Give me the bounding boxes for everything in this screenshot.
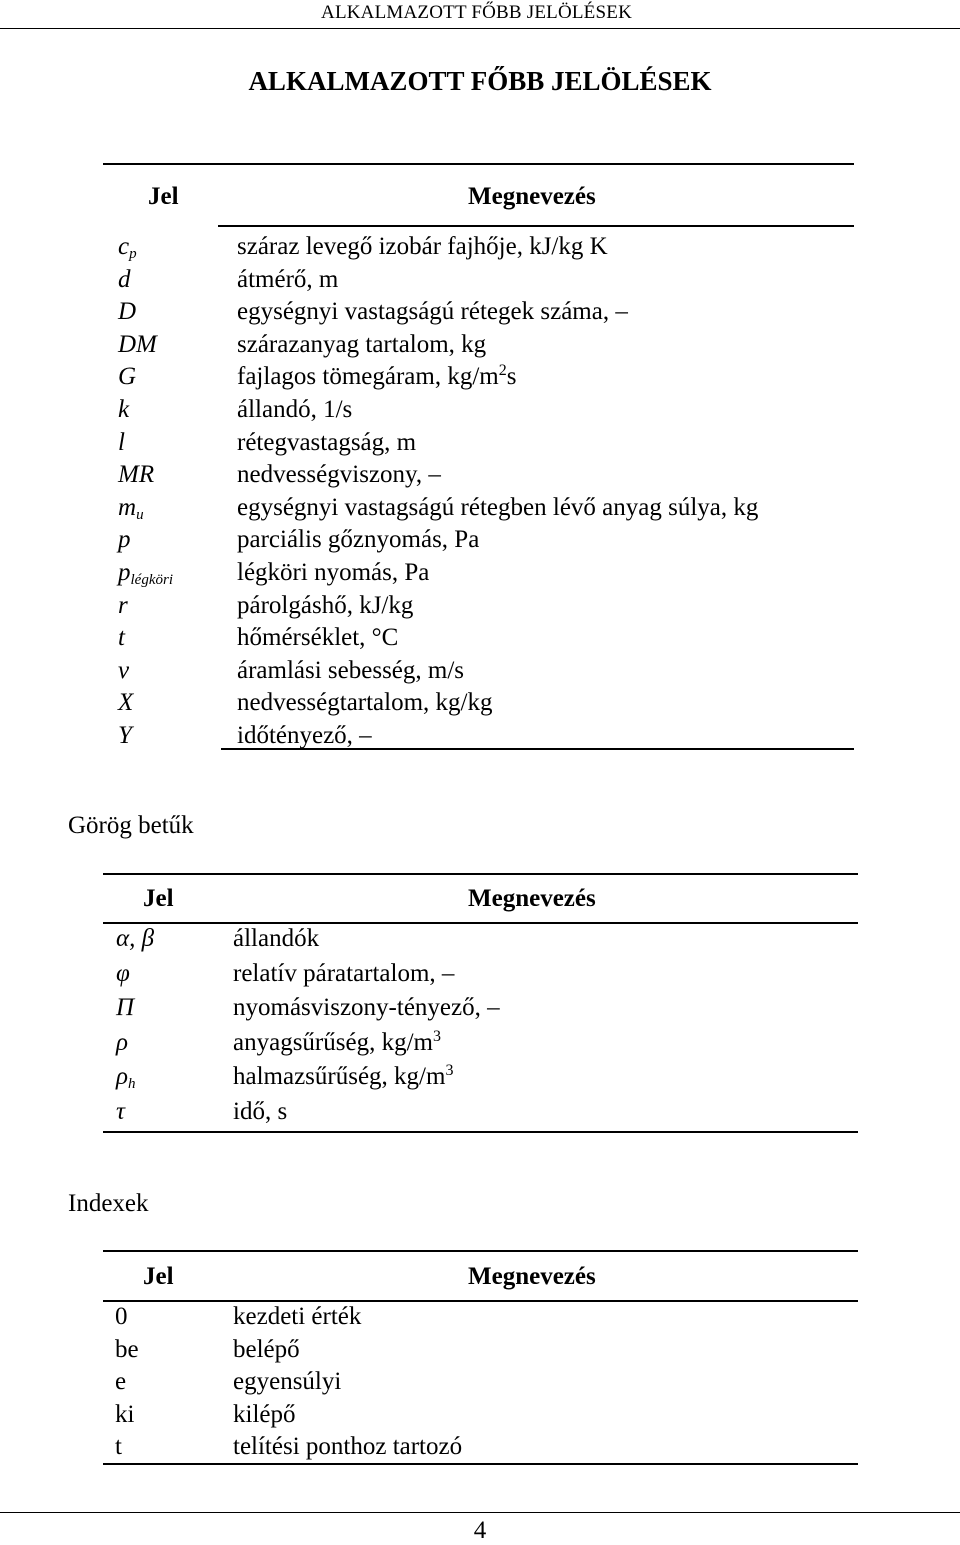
- symbol-text: k: [118, 396, 130, 423]
- description-cell: [233, 1029, 441, 1057]
- table-top-rule: [103, 163, 854, 165]
- description-text: szárazanyag tartalom, kg: [237, 330, 487, 358]
- symbol-cell: [118, 689, 133, 717]
- symbol-cell: [118, 722, 132, 750]
- description-text: egységnyi vastagságú rétegek száma, –: [237, 298, 628, 326]
- description-text: légköri nyomás, Pa: [237, 559, 430, 586]
- description-text: nedvességviszony, –: [237, 461, 441, 489]
- description-text: átmérő, m: [237, 265, 339, 293]
- description-cell: [233, 1098, 287, 1126]
- index-table: [103, 1250, 858, 1470]
- symbol-subscript: légköri: [130, 572, 173, 588]
- description-cell: [237, 559, 429, 587]
- symbol-text: Π: [116, 994, 135, 1021]
- symbol-text: DM: [118, 330, 157, 358]
- symbol-cell: [115, 1433, 122, 1461]
- symbol-cell: [118, 526, 131, 554]
- description-cell: [233, 1433, 462, 1461]
- description-cell: [233, 960, 454, 988]
- description-text: rétegvastagság, m: [237, 428, 417, 456]
- description-cell: [237, 592, 413, 620]
- symbol-cell: [118, 266, 131, 294]
- symbol-subscript: h: [128, 1076, 136, 1092]
- symbol-subscript: u: [136, 506, 144, 523]
- symbol-cell: [118, 429, 125, 457]
- symbol-cell: [115, 1368, 126, 1396]
- description-text: száraz levegő izobár fajhője, kJ/kg K: [237, 233, 608, 260]
- description-text: időtényező, –: [237, 722, 372, 749]
- description-cell: [233, 1368, 341, 1396]
- description-text: kilépő: [233, 1400, 296, 1428]
- symbol-text: G: [118, 363, 137, 391]
- symbol-text: MR: [118, 461, 155, 489]
- column-header-megnevezes: Megnevezés: [468, 1263, 596, 1290]
- description-text: telítési ponthoz tartozó: [233, 1433, 463, 1460]
- symbol-text: d: [118, 265, 131, 293]
- table-top-rule: [103, 873, 858, 875]
- description-text: párolgáshő, kJ/kg: [237, 591, 414, 619]
- symbol-cell: [118, 461, 154, 489]
- table-bottom-rule: [221, 748, 854, 750]
- footer-rule: [0, 1512, 960, 1513]
- description-text: idő, s: [233, 1097, 288, 1125]
- description-text: belépő: [233, 1335, 300, 1363]
- column-header-jel: Jel: [143, 885, 174, 912]
- symbol-text: p: [118, 526, 131, 554]
- symbol-cell: [116, 1029, 128, 1057]
- symbol-text: v: [118, 656, 130, 684]
- symbol-text: p: [118, 559, 131, 586]
- symbol-cell: [116, 925, 154, 953]
- description-cell: [237, 494, 758, 522]
- table-top-rule: [103, 1250, 858, 1252]
- description-text: fajlagos tömegáram, kg/m: [237, 363, 499, 391]
- description-text: hőmérséklet, °C: [237, 624, 399, 652]
- description-cell: [237, 331, 486, 359]
- symbol-cell: [115, 1303, 128, 1331]
- symbol-text: X: [118, 689, 134, 717]
- description-cell: [237, 396, 352, 424]
- description-text: egyensúlyi: [233, 1368, 342, 1395]
- greek-letters-heading: Görög betűk: [68, 812, 194, 839]
- description-cell: [237, 526, 479, 554]
- symbol-text: τ: [116, 1097, 125, 1125]
- symbol-text: be: [115, 1335, 139, 1363]
- symbol-text: c: [118, 233, 130, 260]
- symbol-cell: [118, 494, 144, 522]
- description-cell: [237, 689, 493, 717]
- symbol-cell: [116, 960, 130, 988]
- symbol-text: ρ: [116, 1063, 128, 1090]
- symbol-text: ki: [115, 1400, 135, 1428]
- description-text: nedvességtartalom, kg/kg: [237, 689, 493, 717]
- description-text: halmazsűrűség, kg/m: [233, 1063, 446, 1090]
- unit-exponent: 3: [445, 1062, 454, 1079]
- description-text: relatív páratartalom, –: [233, 959, 455, 987]
- description-cell: [237, 266, 338, 294]
- description-cell: [237, 429, 416, 457]
- symbol-cell: [118, 624, 125, 652]
- symbol-cell: [118, 363, 136, 391]
- page-title: ALKALMAZOTT FŐBB JELÖLÉSEK: [248, 66, 712, 96]
- symbol-text: e: [115, 1368, 127, 1395]
- symbol-cell: [118, 233, 137, 261]
- symbol-cell: [118, 396, 129, 424]
- symbol-text: Y: [118, 722, 132, 749]
- running-header: ALKALMAZOTT FŐBB JELÖLÉSEK: [321, 2, 632, 23]
- description-cell: [233, 1401, 296, 1429]
- symbol-cell: [118, 657, 129, 685]
- symbol-cell: [116, 1063, 136, 1091]
- column-header-jel: Jel: [148, 183, 179, 210]
- symbol-text: 0: [115, 1303, 128, 1330]
- symbol-cell: [118, 298, 136, 326]
- table-header-rule: [103, 1300, 858, 1302]
- description-text: egységnyi vastagságú rétegben lévő anyag súlya, kg: [237, 493, 759, 521]
- symbol-cell: [116, 994, 134, 1022]
- symbol-text: φ: [116, 959, 130, 987]
- unit-exponent: 2: [498, 362, 507, 380]
- description-text: áramlási sebesség, m/s: [237, 656, 465, 684]
- table-bottom-rule: [103, 1131, 858, 1133]
- description-cell: [237, 657, 464, 685]
- description-text: állandók: [233, 925, 320, 952]
- description-cell: [237, 461, 441, 489]
- table-bottom-rule: [103, 1463, 858, 1465]
- symbol-text: r: [118, 591, 128, 619]
- symbol-text: t: [115, 1433, 122, 1460]
- page-number: 4: [473, 1517, 487, 1544]
- description-cell: [237, 233, 608, 261]
- description-cell: [233, 1063, 453, 1091]
- description-cell: [233, 1336, 300, 1364]
- description-cell: [237, 722, 372, 750]
- table-header-rule: [103, 922, 858, 924]
- description-text: nyomásviszony-tényező, –: [233, 994, 500, 1021]
- unit-exponent: 3: [432, 1027, 441, 1045]
- symbol-text: m: [118, 493, 137, 521]
- symbol-text: ρ: [116, 1028, 128, 1056]
- symbol-text: t: [118, 624, 125, 652]
- column-header-megnevezes: Megnevezés: [468, 183, 596, 210]
- description-cell: [237, 363, 516, 391]
- main-symbol-table: [103, 163, 854, 753]
- column-header-jel: Jel: [143, 1263, 174, 1290]
- description-text: anyagsűrűség, kg/m: [233, 1028, 433, 1056]
- symbol-cell: [118, 559, 173, 587]
- greek-symbol-table: [103, 873, 858, 1137]
- header-rule: [0, 28, 960, 29]
- symbol-text: l: [118, 428, 125, 456]
- description-text: állandó, 1/s: [237, 396, 353, 423]
- unit-tail: s: [506, 363, 517, 391]
- indexes-heading: Indexek: [68, 1190, 149, 1217]
- symbol-text: α, β: [116, 925, 155, 952]
- description-cell: [233, 1303, 361, 1331]
- description-text: kezdeti érték: [233, 1303, 362, 1330]
- description-cell: [237, 624, 398, 652]
- symbol-text: D: [118, 298, 137, 326]
- symbol-cell: [118, 331, 157, 359]
- symbol-cell: [115, 1336, 139, 1364]
- symbol-subscript: p: [129, 246, 137, 262]
- table-header-rule: [218, 225, 854, 227]
- symbol-cell: [116, 1098, 125, 1126]
- description-cell: [233, 994, 500, 1022]
- symbol-cell: [118, 592, 128, 620]
- symbol-cell: [115, 1401, 134, 1429]
- column-header-megnevezes: Megnevezés: [468, 885, 596, 912]
- description-text: parciális gőznyomás, Pa: [237, 526, 480, 554]
- description-cell: [237, 298, 628, 326]
- description-cell: [233, 925, 319, 953]
